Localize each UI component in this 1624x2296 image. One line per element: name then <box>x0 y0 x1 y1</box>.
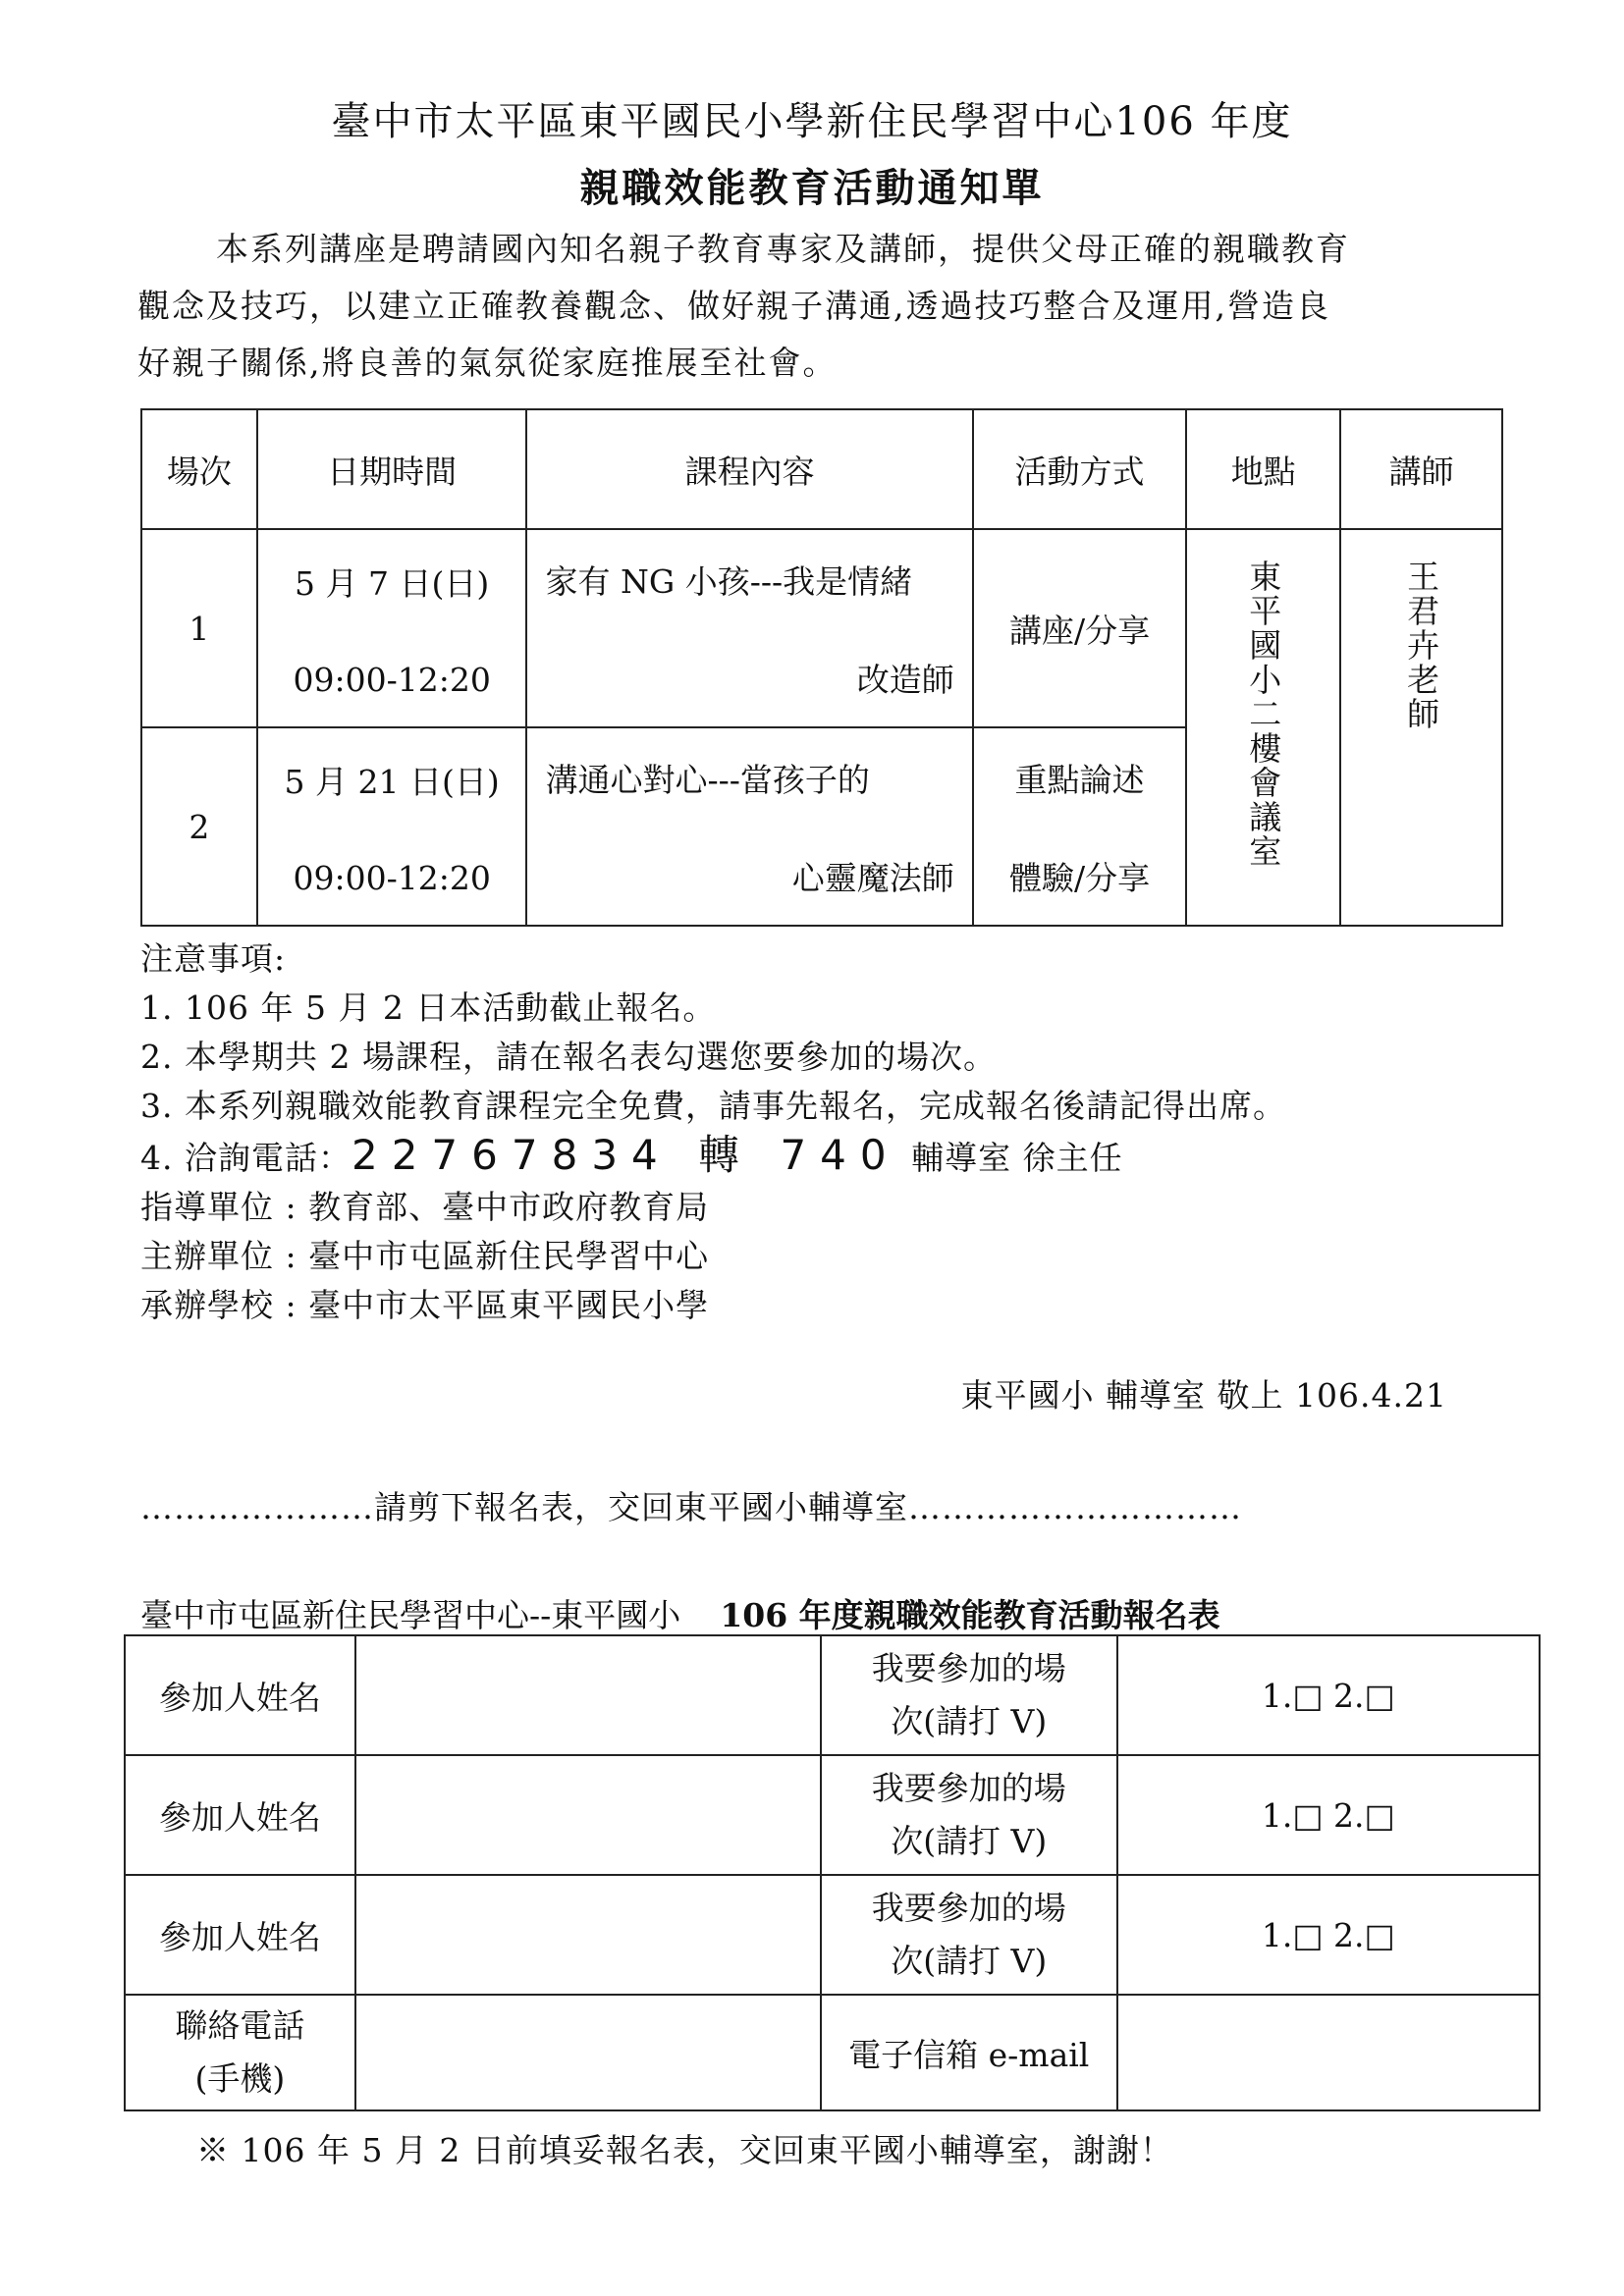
header-location: 地點 <box>1186 409 1340 529</box>
teacher-text: 王君卉老師 <box>1402 560 1441 731</box>
email-field[interactable] <box>1117 1995 1540 2110</box>
session-checkboxes[interactable]: 1.□ 2.□ <box>1117 1635 1540 1755</box>
location-text: 東平國小二樓會議室 <box>1244 560 1283 869</box>
content-line: 溝通心對心---當孩子的 <box>545 760 870 799</box>
session-number: 2 <box>141 727 257 926</box>
content-cell <box>526 727 972 926</box>
session-label-line: 我要參加的場 <box>871 1889 1066 1927</box>
page-title: 臺中市太平區東平國民小學新住民學習中心106 年度 <box>331 99 1293 144</box>
location-cell <box>1186 529 1340 926</box>
form-title-left: 臺中市屯區新住民學習中心--東平國小 <box>140 1596 681 1634</box>
page-subtitle: 親職效能教育活動通知單 <box>579 165 1045 211</box>
name-field[interactable] <box>355 1875 821 1995</box>
notes-section <box>140 934 1286 1330</box>
phone-field[interactable] <box>355 1995 821 2110</box>
session-checkboxes[interactable]: 1.□ 2.□ <box>1117 1755 1540 1875</box>
session-label-line: 我要參加的場 <box>871 1769 1066 1807</box>
phone-label-line: 聯絡電話 <box>175 2006 305 2045</box>
session-label-line: 次(請打 V) <box>891 1702 1048 1740</box>
teacher-cell <box>1340 529 1502 926</box>
form-title-bold: 106 年度親職效能教育活動報名表 <box>720 1596 1220 1634</box>
session-time: 09:00-12:20 <box>293 660 491 699</box>
note-item: 2. 本學期共 2 場課程，請在報名表勾選您要參加的場次。 <box>140 1038 997 1076</box>
participant-row <box>125 1875 1540 1995</box>
cut-line: …………………請剪下報名表，交回東平國小輔導室………………………… <box>140 1488 1242 1526</box>
phone-label-line: (手機) <box>194 2059 286 2098</box>
method-cell <box>973 727 1187 926</box>
form-title <box>140 1590 1220 1636</box>
session-number: 1 <box>141 529 257 727</box>
session-label-line: 次(請打 V) <box>891 1942 1048 1980</box>
header-date: 日期時間 <box>257 409 527 529</box>
intro-line: 觀念及技巧，以建立正確教養觀念、做好親子溝通,透過技巧整合及運用,營造良 <box>137 287 1330 325</box>
host-unit: 主辦單位 : 臺中市屯區新住民學習中心 <box>140 1237 710 1275</box>
footer-note: ※ 106 年 5 月 2 日前填妥報名表，交回東平國小輔導室，謝謝！ <box>196 2131 1173 2169</box>
note-item: 3. 本系列親職效能教育課程完全免費，請事先報名，完成報名後請記得出席。 <box>140 1087 1286 1125</box>
contact-row <box>125 1995 1540 2110</box>
content-cell <box>526 529 972 727</box>
registration-form <box>124 1634 1541 2111</box>
phone-label <box>125 1995 355 2110</box>
name-label: 參加人姓名 <box>125 1875 355 1995</box>
participant-row <box>125 1635 1540 1755</box>
name-label: 參加人姓名 <box>125 1635 355 1755</box>
date-time-cell <box>257 529 527 727</box>
content-line: 心靈魔法師 <box>791 858 954 897</box>
method-cell: 講座/分享 <box>973 529 1187 727</box>
method-line: 體驗/分享 <box>1008 858 1151 897</box>
header-content: 課程內容 <box>526 409 972 529</box>
notes-heading: 注意事項: <box>140 939 287 978</box>
email-label: 電子信箱 e-mail <box>821 1995 1117 2110</box>
participant-row <box>125 1755 1540 1875</box>
signature-line: 東平國小 輔導室 敬上 106.4.21 <box>960 1376 1447 1415</box>
session-time: 09:00-12:20 <box>293 858 491 897</box>
phone-suffix: 輔導室 徐主任 <box>911 1139 1123 1177</box>
intro-paragraph <box>137 221 1492 392</box>
header-session: 場次 <box>141 409 257 529</box>
header-teacher: 講師 <box>1340 409 1502 529</box>
session-label-line: 我要參加的場 <box>871 1649 1066 1687</box>
schedule-header-row <box>141 409 1502 529</box>
schedule-row <box>141 529 1502 727</box>
name-field[interactable] <box>355 1635 821 1755</box>
session-label-line: 次(請打 V) <box>891 1822 1048 1860</box>
note-item: 1. 106 年 5 月 2 日本活動截止報名。 <box>140 988 717 1027</box>
header-method: 活動方式 <box>973 409 1187 529</box>
intro-line: 本系列講座是聘請國內知名親子教育專家及講師，提供父母正確的親職教育 <box>216 230 1350 268</box>
phone-prefix: 4. 洽詢電話： <box>140 1139 352 1177</box>
intro-line: 好親子關係,將良善的氣氛從家庭推展至社會。 <box>137 344 838 382</box>
session-label <box>821 1875 1117 1995</box>
name-field[interactable] <box>355 1755 821 1875</box>
guide-unit: 指導單位 : 教育部、臺中市政府教育局 <box>140 1188 710 1226</box>
method-line: 重點論述 <box>1014 760 1145 799</box>
session-date: 5 月 7 日(日) <box>295 563 490 603</box>
session-date: 5 月 21 日(日) <box>284 762 500 801</box>
session-label <box>821 1755 1117 1875</box>
date-time-cell <box>257 727 527 926</box>
session-label <box>821 1635 1117 1755</box>
organizer-unit: 承辦學校 : 臺中市太平區東平國民小學 <box>140 1286 710 1324</box>
content-line: 家有 NG 小孩---我是情緒 <box>545 561 913 601</box>
schedule-table <box>140 408 1503 927</box>
content-line: 改造師 <box>856 660 954 699</box>
name-label: 參加人姓名 <box>125 1755 355 1875</box>
note-phone <box>140 1131 1286 1183</box>
phone-number: 22767834 轉 740 <box>351 1131 900 1179</box>
session-checkboxes[interactable]: 1.□ 2.□ <box>1117 1875 1540 1995</box>
